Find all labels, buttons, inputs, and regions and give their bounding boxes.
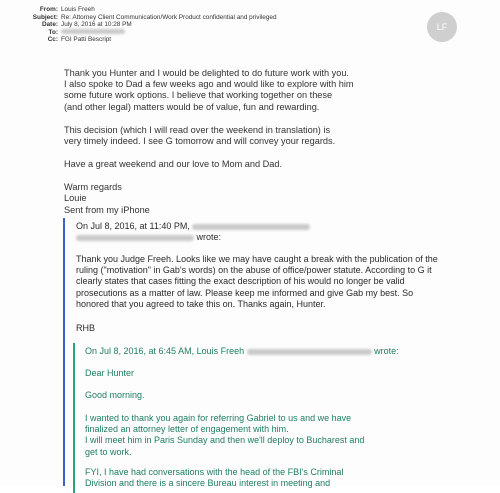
redacted-sender-line2 <box>76 235 194 241</box>
redacted-sender <box>192 224 310 230</box>
from-value[interactable]: Louis Freeh <box>61 6 95 13</box>
reply-paragraph-1 <box>64 68 354 113</box>
reply-closing <box>64 182 122 204</box>
from-row <box>8 6 448 14</box>
quote2-greeting: Dear Hunter <box>85 368 135 378</box>
quote2-good-morning: Good morning. <box>85 390 145 400</box>
reply-paragraph-3: Have a great weekend and our love to Mom and Dad. <box>64 159 283 169</box>
date-row <box>8 21 448 29</box>
quote1-body <box>76 254 438 310</box>
quote1-signature: RHB <box>76 323 96 333</box>
reply-line: very timely indeed. I see G tomorrow and will convey your regards. <box>64 136 336 147</box>
to-redacted <box>61 29 125 37</box>
quote2-paragraph-2 <box>85 467 343 489</box>
quoted-message-1 <box>63 218 497 489</box>
quote1-line: prosecutions as a matter of law. Please keep me informed and give Gab my best. So <box>76 287 414 298</box>
quote2-line: FYI, I have had conversations with the head of the FBI's Criminal <box>85 467 344 477</box>
to-row <box>8 29 448 37</box>
cc-label: Cc: <box>47 36 58 43</box>
subject-row <box>8 14 448 22</box>
quote2-line: I will meet him in Paris Sunday and then we'll deploy to Bucharest and <box>85 435 365 446</box>
from-label: From: <box>39 6 58 13</box>
reply-line: I also spoke to Dad a few weeks ago and would like to explore with him <box>64 79 354 90</box>
quote2-paragraph-1 <box>85 413 364 458</box>
quote2-line: Division and there is a sincere Bureau interest in meeting and <box>85 478 331 489</box>
sent-from-line: Sent from my iPhone <box>64 205 150 215</box>
subject-label: Subject: <box>32 13 58 21</box>
quoted-message-2 <box>73 343 495 493</box>
cc-row <box>8 36 448 44</box>
redacted-email <box>247 349 372 355</box>
reply-line: some future work options. I believe that working together on these <box>64 90 333 101</box>
date-value: July 8, 2016 at 10:28 PM <box>61 21 132 28</box>
reply-line: This decision (which I will read over the weekend in translation) is <box>64 125 331 135</box>
quote1-line: honored that you agreed to take this on. Thanks again, Hunter. <box>76 298 326 309</box>
quote2-wrote: wrote: <box>374 346 399 356</box>
to-label: To: <box>48 28 58 36</box>
quote1-header <box>76 221 310 243</box>
quote2-line: I wanted to thank you again for referring Gabriel to us and we have <box>85 413 352 423</box>
quote2-header <box>85 346 399 357</box>
quote1-line: ruling ("motivation" in Gab's words) on the abuse of office/power statute. According to G it <box>76 265 432 276</box>
quote1-on-line: On Jul 8, 2016, at 11:40 PM, <box>76 221 190 231</box>
quote1-wrote: wrote: <box>196 232 222 243</box>
closing-text: Warm regards <box>64 182 122 192</box>
sender-avatar: LF <box>427 12 457 42</box>
quote2-on-line: On Jul 8, 2016, at 6:45 AM, Louis Freeh <box>85 346 245 356</box>
reply-line: Thank you Hunter and I would be delighted to do future work with you. <box>64 68 349 78</box>
email-header <box>8 6 448 44</box>
date-label: Date: <box>42 21 58 28</box>
quote2-line: get to work. <box>85 446 132 457</box>
subject-value: Re: Attorney Client Communication/Work Product confidential and privileged <box>61 13 277 21</box>
quote1-line: Thank you Judge Freeh. Looks like we may have caught a break with the publication of the <box>76 254 438 264</box>
reply-line: (and other legal) matters would be of value, fun and rewarding. <box>64 101 320 112</box>
cc-value[interactable]: FGI Patti Bescript <box>61 36 112 43</box>
quote2-line: finalized an attorney letter of engagement with him. <box>85 424 289 435</box>
reply-paragraph-2 <box>64 125 335 147</box>
signature-text: Louie <box>64 193 87 204</box>
quote1-line: clearly states that cases fitting the exact description of his would no longer be valid <box>76 276 405 287</box>
